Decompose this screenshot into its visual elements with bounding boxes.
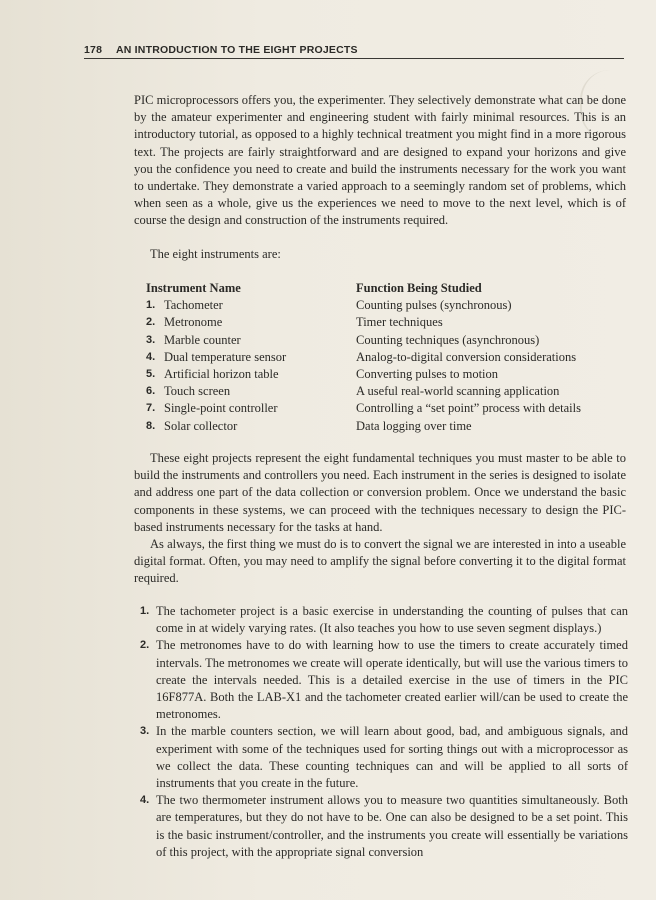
- instrument-name: Marble counter: [164, 332, 241, 347]
- running-header: [84, 44, 624, 59]
- instrument-function: Timer techniques: [356, 315, 443, 330]
- body-paragraph-3: As always, the first thing we must do is to convert the signal we are interested in into a useable digital format. Often, you may need to amplify the signal before converting it to the digital format required.: [134, 537, 626, 586]
- body-paragraph-2: These eight projects represent the eight fundamental techniques you must master to be able to build the instruments and controllers you need. Each instrument in the series is designed to isolate and address one part of the data collection or conversion problem. Once we understand the basic components in these systems, we can proceed with the techniques necessary to design the PIC-based instruments necessary for the tasks at hand.: [134, 451, 626, 534]
- list-item-number: 1.: [140, 605, 150, 617]
- table-row: [146, 366, 626, 383]
- list-item-text: In the marble counters section, we will learn about good, bad, and ambiguous signals, and experiment with some of the techniques used for sorting things out with a microprocessor as we collect the data. These counting techniques can and will be applied to all sorts of instruments that you create in the future.: [156, 724, 628, 791]
- table-row: [146, 332, 626, 349]
- list-item: [140, 792, 628, 861]
- column-header-instrument: Instrument Name: [146, 281, 241, 295]
- instrument-name: Solar collector: [164, 418, 238, 433]
- instrument-name: Metronome: [164, 315, 223, 330]
- row-number: 5.: [146, 367, 156, 380]
- list-item-text: The tachometer project is a basic exercise in understanding the counting of pulses that can come in at widely varying rates. (It also teaches you how to use seven segment displays.): [156, 604, 628, 636]
- list-item-number: 3.: [140, 725, 150, 738]
- instrument-function: A useful real-world scanning application: [356, 384, 560, 399]
- table-row: [146, 314, 626, 331]
- instrument-name: Dual temperature sensor: [164, 349, 287, 364]
- table-row: [146, 383, 626, 400]
- table-row: [146, 349, 626, 366]
- row-number: 7.: [146, 402, 156, 415]
- list-item: [140, 603, 628, 637]
- list-item-number: 4.: [140, 794, 150, 807]
- list-item-text: The two thermometer instrument allows you to measure two quantities simultaneously. Both are temperatures, but they do not have to be. One can also be designed to be a set point. This is the basic instrument/controller, and the instruments you create will essentially be variations of this project, with the appropriate signal conversion: [156, 793, 628, 859]
- row-number: 4.: [146, 350, 156, 363]
- running-title: AN INTRODUCTION TO THE EIGHT PROJECTS: [116, 44, 358, 56]
- table-header-row: [146, 280, 626, 297]
- page-number: 178: [84, 44, 103, 56]
- instrument-function: Controlling a “set point” process with details: [356, 401, 581, 416]
- column-header-function: Function Being Studied: [356, 281, 482, 295]
- instrument-name: Artificial horizon table: [164, 366, 279, 381]
- instrument-name: Tachometer: [164, 298, 223, 313]
- project-list: [140, 603, 628, 861]
- instrument-table: [146, 280, 626, 435]
- instrument-function: Counting techniques (asynchronous): [356, 332, 540, 347]
- instrument-function: Data logging over time: [356, 418, 472, 433]
- instruments-intro: The eight instruments are:: [150, 247, 281, 261]
- row-number: 2.: [146, 316, 156, 329]
- body-paragraph-1: PIC microprocessors offers you, the experimenter. They selectively demonstrate what can be done by the amateur experimenter and engineering student with fairly minimal resources. This is an introductory tutorial, as opposed to a highly technical treatment you might find in a more rigorous text. The projects are fairly straightforward and are designed to expand your horizons and give you the confidence you need to create and build the instruments necessary for the work you want to undertake. They demonstrate a varied approach to a seemingly random set of problems, which when seen as a whole, give us the experiences we need to move to the next level, which is of course the design and construction of the instruments required.: [134, 93, 626, 228]
- list-item: [140, 723, 628, 792]
- row-number: 3.: [146, 333, 156, 346]
- table-row: [146, 400, 626, 417]
- instrument-name: Single-point controller: [164, 401, 278, 416]
- list-item: [140, 637, 628, 723]
- row-number: 6.: [146, 385, 156, 398]
- instrument-function: Counting pulses (synchronous): [356, 298, 512, 313]
- table-row: [146, 297, 626, 314]
- instrument-function: Analog-to-digital conversion considerations: [356, 349, 577, 364]
- list-item-text: The metronomes have to do with learning how to use the timers to create accurately timed intervals. The metronomes we create will operate identically, but will use the various timers to create the intervals needed. This is a detailed exercise in the use of timers in the PIC 16F877A. Both the LAB-X1 and the tachometer created earlier will/can be used to create the metronomes.: [156, 638, 628, 722]
- instrument-name: Touch screen: [164, 384, 231, 399]
- table-row: [146, 418, 626, 435]
- row-number: 1.: [146, 299, 156, 312]
- list-item-number: 2.: [140, 639, 150, 652]
- row-number: 8.: [146, 419, 156, 432]
- instrument-function: Converting pulses to motion: [356, 366, 499, 381]
